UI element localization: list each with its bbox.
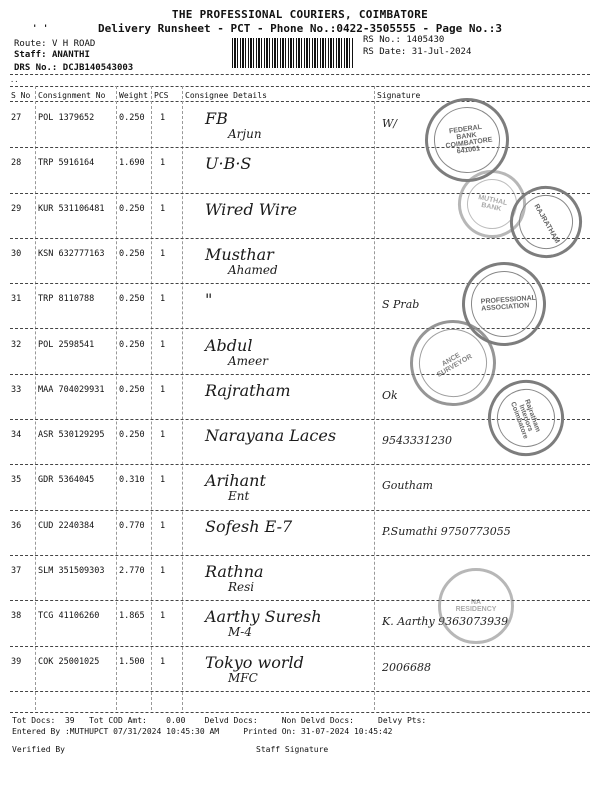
staff-line [14, 50, 90, 60]
divider [10, 101, 590, 102]
table-row [0, 465, 600, 510]
stamp-text: PROFESSIONAL ASSOCIATION [480, 294, 537, 313]
delivery-signature: K. Aarthy 9363073939 [382, 615, 509, 629]
pieces: 1 [160, 384, 166, 395]
pieces: 1 [160, 294, 166, 305]
weight: 0.250 [119, 248, 145, 259]
weight: 0.250 [119, 339, 145, 350]
consignee-name: Wired Wire [205, 199, 298, 219]
row-divider [10, 691, 590, 692]
pieces: 1 [160, 339, 166, 350]
pieces: 1 [160, 475, 166, 486]
serial-number: 34 [11, 430, 22, 441]
table-row [0, 103, 600, 148]
weight: 0.250 [119, 113, 145, 123]
col-signature: Signature [377, 91, 421, 100]
staff-value: ANANTHI [51, 50, 90, 60]
serial-number: 38 [11, 611, 22, 622]
weight: 1.500 [119, 656, 145, 667]
weight: 2.770 [119, 566, 145, 576]
pieces: 1 [160, 248, 166, 259]
consignee-name: Rathna [205, 562, 264, 581]
drs-value: DCJB140543003 [62, 63, 134, 73]
rs-date-label: RS Date: [363, 47, 407, 57]
serial-number: 32 [11, 339, 22, 350]
serial-number: 36 [11, 520, 22, 531]
serial-number: 29 [11, 203, 22, 214]
pieces: 1 [160, 566, 166, 576]
col-sno: S No [11, 91, 31, 100]
weight: 1.865 [119, 611, 145, 622]
consignee-detail: Ahamed [228, 262, 278, 277]
serial-number: 31 [11, 294, 22, 305]
drs-label: DRS No.: [14, 63, 58, 73]
consignee-name: U·B·S [205, 154, 252, 174]
pieces: 1 [160, 611, 166, 622]
consignment-number: COK 25001025 [38, 656, 100, 667]
consignment-number: TCG 41106260 [38, 611, 100, 622]
stamp-text: Rajratham Interiors Coimbatore [509, 398, 542, 440]
runsheet-subtitle: Delivery Runsheet - PCT - Phone No.:0422-3505555 - Page No.:3 [98, 22, 502, 35]
drs-line [14, 63, 133, 73]
consignment-number: GDR 5364045 [38, 475, 95, 486]
delivery-signature: P.Sumathi 9750773055 [382, 524, 511, 538]
pieces: 1 [160, 430, 166, 441]
stamp-text: RAJRATHAM [532, 202, 561, 245]
residency-seal [438, 568, 514, 644]
consignee-name: Arihant [205, 471, 266, 491]
totals-line: Tot Docs: 39 Tot COD Amt: 0.00 Delvd Docs: Non Delvd Docs: Delvy Pts: [12, 716, 427, 725]
barcode [232, 38, 354, 68]
consignment-number: TRP 5916164 [38, 158, 95, 169]
rs-no-value: 1405430 [406, 35, 445, 45]
table-row [0, 647, 600, 692]
divider [10, 86, 590, 87]
consignee-detail: Ameer [228, 353, 268, 368]
header-dots: .. [10, 76, 19, 84]
stamp-text: ANCE SURVEYOR [436, 351, 474, 379]
delivery-signature: W/ [382, 117, 398, 130]
pieces: 1 [160, 520, 166, 531]
staff-signature: Staff Signature [256, 745, 329, 754]
pieces: 1 [160, 656, 166, 667]
rs-no-line [363, 35, 444, 45]
consignment-number: KUR 531106481 [38, 203, 105, 214]
consignee-name: Narayana Laces [205, 426, 337, 446]
consignment-number: TRP 8110788 [38, 294, 95, 305]
rs-date-value: 31-Jul-2024 [411, 47, 472, 57]
delivery-signature: S Prab [382, 298, 420, 312]
consignee-detail: MFC [228, 670, 258, 685]
col-consignee: Consignee Details [185, 91, 267, 100]
weight: 0.250 [119, 384, 145, 395]
consignee-name: Aarthy Suresh [205, 607, 322, 627]
consignment-number: SLM 351509303 [38, 566, 105, 576]
stamp-text: MUTHAL BANK [477, 194, 508, 213]
serial-number: 35 [11, 475, 22, 486]
weight: 0.250 [119, 294, 145, 305]
serial-number: 27 [11, 113, 22, 123]
consignee-detail: Ent [228, 489, 250, 504]
route-line [14, 39, 95, 49]
col-weight: Weight [119, 91, 148, 100]
consignment-number: CUD 2240384 [38, 520, 95, 531]
stamp-text: FEDERAL BANK COIMBATORE 641001 [445, 123, 493, 156]
route-value: V H ROAD [51, 39, 96, 49]
delivery-signature: 2006688 [382, 660, 431, 674]
consignment-number: POL 2598541 [38, 339, 95, 350]
serial-number: 39 [11, 656, 22, 667]
divider [10, 712, 590, 713]
route-label: Route: [14, 39, 47, 49]
entered-by-line: Entered By :MUTHUPCT 07/31/2024 10:45:30 AM Printed On: 31-07-2024 10:45:42 [12, 727, 393, 736]
rs-no-label: RS No.: [363, 35, 401, 45]
weight: 0.310 [119, 475, 145, 486]
weight: 0.250 [119, 430, 145, 441]
table-row [0, 511, 600, 556]
rs-date-line [363, 47, 471, 57]
company-title: THE PROFESSIONAL COURIERS, COIMBATORE [171, 8, 429, 21]
serial-number: 33 [11, 384, 22, 395]
delivery-signature: Goutham [382, 479, 433, 493]
consignee-name: " [205, 290, 213, 310]
delivery-signature: 9543331230 [382, 434, 452, 448]
verified-by: Verified By [12, 745, 65, 754]
consignment-number: POL 1379652 [38, 113, 95, 123]
serial-number: 28 [11, 158, 22, 169]
consignee-detail: Resi [228, 580, 255, 594]
stray-marks: ' ' [32, 24, 49, 34]
pieces: 1 [160, 113, 166, 123]
pieces: 1 [160, 158, 166, 169]
consignee-detail: M-4 [228, 625, 252, 640]
consignee-name: Rajratham [205, 380, 291, 400]
pieces: 1 [160, 203, 166, 214]
weight: 1.690 [119, 158, 145, 169]
staff-label: Staff: [14, 50, 47, 60]
col-pcs: PCS [154, 91, 169, 100]
divider [10, 74, 590, 75]
weight: 0.770 [119, 520, 145, 531]
consignment-number: KSN 632777163 [38, 248, 105, 259]
weight: 0.250 [119, 203, 145, 214]
serial-number: 30 [11, 248, 22, 259]
consignment-number: MAA 704029931 [38, 384, 105, 395]
consignee-name: Sofesh E-7 [205, 516, 293, 536]
consignee-detail: Arjun [228, 127, 262, 141]
consignee-name: Musthar [205, 244, 274, 264]
col-consignment: Consignment No [38, 91, 106, 100]
consignment-number: ASR 530129295 [38, 430, 105, 441]
consignee-name: Tokyo world [205, 652, 304, 672]
stamp-text: NA RESIDENCY [455, 599, 497, 613]
serial-number: 37 [11, 566, 22, 576]
consignee-name: Abdul [205, 335, 253, 355]
delivery-signature: Ok [382, 388, 398, 402]
consignee-name: FB [205, 109, 228, 128]
